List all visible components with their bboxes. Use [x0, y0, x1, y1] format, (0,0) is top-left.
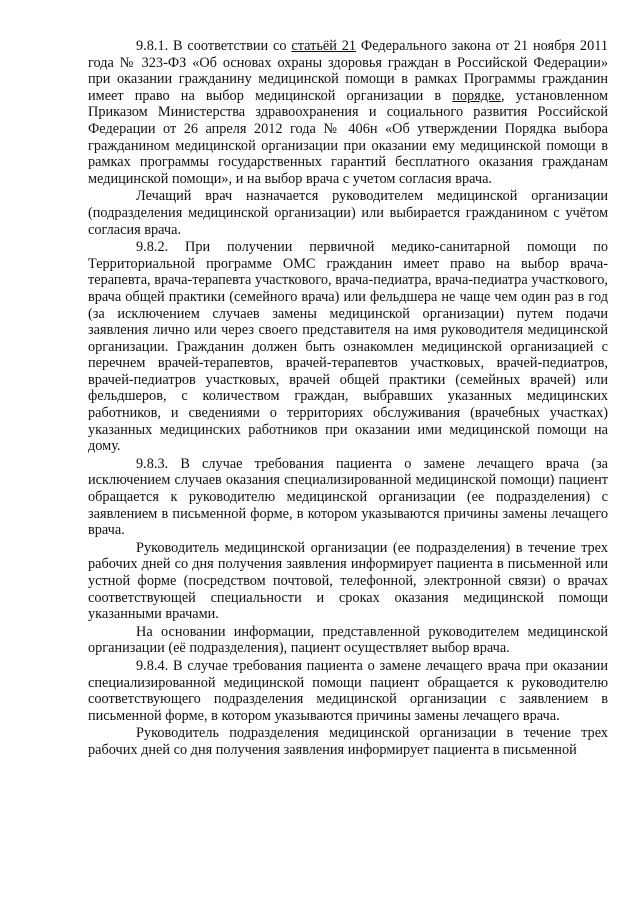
paragraph-patient-choice: На основании информации, представленной руководителем медицинской организации (её подразделения), пациент осуществляет выбор врача.	[88, 623, 608, 657]
paragraph-text: Федерального закона от 21 ноября 2011 года № 323-ФЗ «Об основах охраны здоровья граждан в Российской Федерации» при оказании гражданину медицинской помощи в рамках Программы гражданин имеет право на выбор медицинской организации в	[88, 38, 608, 104]
paragraph-head-informs: Руководитель медицинской организации (ее подразделения) в течение трех рабочих дней со дня получения заявления информирует пациента в письменной или устной форме (посредством почтовой, телефонной, электронной связи) о врачах соответствующей специальности и сроках оказания медицинской помощи указанными врачами.	[88, 539, 608, 623]
order-procedure-link[interactable]: порядке	[452, 87, 501, 104]
paragraph-9-8-3: 9.8.3. В случае требования пациента о замене лечащего врача (за исключением случаев оказания специализированной медицинской помощи) пациент обращается к руководителю медицинской организации (ее подразделения) с заявлением в письменной форме, в котором указываются причины замены лечащего врача.	[88, 455, 608, 539]
paragraph-attending-physician: Лечащий врач назначается руководителем медицинской организации (подразделения медицинской организации) или выбирается гражданином с учётом согласия врача.	[88, 188, 608, 238]
paragraph-text: , установленном Приказом Министерства здравоохранения и социального развития Российской Федерации от 26 апреля 2012 года № 406н «Об утверждении Порядка выбора гражданином медицинской организации при оказании ему медицинской помощи в рамках программы государственных гарантий бесплатного оказания гражданам медицинской помощи», и на выбор врача с учетом согласия врача.	[88, 87, 608, 187]
paragraph-9-8-4: 9.8.4. В случае требования пациента о замене лечащего врача при оказании специализированной медицинской помощи пациент обращается к руководителю соответствующего подразделения медицинской организации с заявлением в письменной форме, в котором указываются причины замены лечащего врача.	[88, 657, 608, 724]
paragraph-9-8-1	[88, 38, 608, 187]
paragraph-division-head-informs: Руководитель подразделения медицинской организации в течение трех рабочих дней со дня получения заявления информирует пациента в письменной	[88, 725, 608, 758]
paragraph-text: 9.8.1. В соответствии со	[136, 38, 292, 54]
law-article-link[interactable]: статьёй 21	[291, 38, 357, 54]
paragraph-9-8-2: 9.8.2. При получении первичной медико-санитарной помощи по Территориальной программе ОМС гражданин имеет право на выбор врача-терапевта, врача-терапевта участкового, врача-педиатра, врача-педиатра участкового, врача общей практики (семейного врача) или фельдшера не чаще чем один раз в год (за исключением случаев замены медицинской организации) путем подачи заявления лично или через своего представителя на имя руководителя медицинской организации. Гражданин должен быть ознакомлен медицинской организацией с перечнем врачей-терапевтов, врачей-терапевтов участковых, врачей-педиатров, врачей-педиатров участковых, врачей общей практики (семейных врачей) или фельдшеров, с количеством граждан, выбравших указанных медицинских работников, и сведениями о территориях обслуживания (врачебных участках) указанных медицинских работников при оказании ими медицинской помощи на дому.	[88, 239, 608, 455]
